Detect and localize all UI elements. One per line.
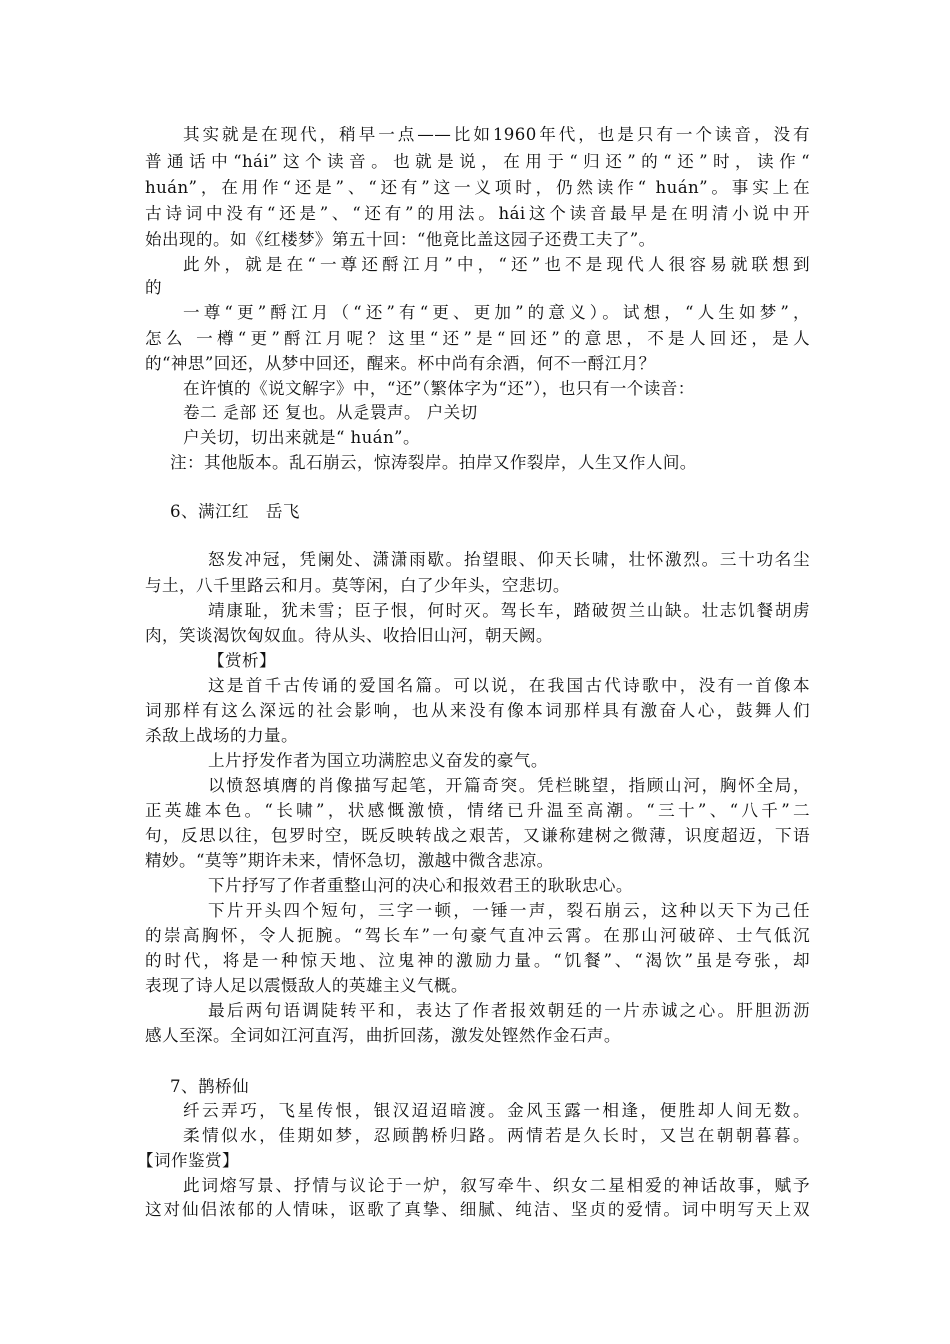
paragraph-line: 的“神思”回还，从梦中回还，醒来。杯中尚有余酒，何不一酹江月？ [145, 354, 656, 373]
paragraph-line: 其实就是在现代，稍早一点——比如1960年代，也是只有一个读音，没有 [183, 125, 810, 144]
section-title: 6、满江红 岳飞 [170, 502, 300, 521]
section-title: 7、鹊桥仙 [170, 1077, 249, 1096]
paragraph-line: 精妙。“莫等”期许未来，情怀急切，激越中微含悲凉。 [145, 851, 554, 870]
poem-line: 柔情似水，佳期如梦，忍顾鹊桥归路。两情若是久长时，又岂在朝朝暮暮。 [183, 1126, 810, 1145]
paragraph-line: 感人至深。全词如江河直泻，曲折回荡，激发处铿然作金石声。 [145, 1026, 621, 1045]
paragraph-line: 句，反思以往，包罗时空，既反映转战之艰苦，又谦称建树之微薄，识度超迈，下语 [145, 826, 810, 845]
paragraph-line: 此词熔写景、抒情与议论于一炉，叙写牵牛、织女二星相爱的神话故事，赋予 [183, 1176, 810, 1195]
paragraph-line: 这是首千古传诵的爱国名篇。可以说，在我国古代诗歌中，没有一首像本 [208, 676, 810, 695]
paragraph-line: 以愤怒填膺的肖像描写起笔，开篇奇突。凭栏眺望，指顾山河，胸怀全局， [208, 776, 810, 795]
paragraph-line: 表现了诗人足以震慑敌人的英雄主义气概。 [145, 976, 468, 995]
paragraph-line: 一尊“更”酹江月（“还”有“更、更加”的意义）。试想，“人生如梦”， [183, 303, 810, 322]
poem-line: 纤云弄巧，飞星传恨，银汉迢迢暗渡。金风玉露一相逢，便胜却人间无数。 [183, 1101, 810, 1120]
paragraph-line: 这对仙侣浓郁的人情味，讴歌了真挚、细腻、纯洁、坚贞的爱情。词中明写天上双 [145, 1200, 810, 1219]
paragraph-line: 户关切，切出来就是“ huán”。 [183, 428, 420, 447]
appreciation-heading: 【词作鉴赏】 [137, 1151, 239, 1170]
note-line: 注：其他版本。乱石崩云，惊涛裂岸。拍岸又作裂岸，人生又作人间。 [170, 453, 697, 472]
paragraph-line: 下片开头四个短句，三字一顿，一锤一声，裂石崩云，这种以天下为己任 [208, 901, 810, 920]
paragraph-line: 始出现的。如《红楼梦》第五十回：“他竟比盖这园子还费工夫了”。 [145, 230, 656, 249]
poem-line: 怒发冲冠，凭阑处、潇潇雨歇。抬望眼、仰天长啸，壮怀激烈。三十功名尘 [208, 550, 810, 569]
paragraph-line: 古诗词中没有“还是”、“还有”的用法。hái这个读音最早是在明清小说中开 [145, 204, 810, 223]
paragraph-line: 此外，就是在“一尊还酹江月”中，“还”也不是现代人很容易就联想到 [183, 255, 810, 274]
poem-line: 肉，笑谈渴饮匈奴血。待从头、收拾旧山河，朝天阙。 [145, 626, 553, 645]
paragraph-line: 杀敌上战场的力量。 [145, 726, 298, 745]
paragraph-line: 卷二 辵部 还 复也。从辵睘声。 户关切 [183, 403, 478, 422]
poem-line: 与土，八千里路云和月。莫等闲，白了少年头，空悲切。 [145, 576, 570, 595]
paragraph-line: huán”，在用作“还是”、“还有”这一义项时，仍然读作“ huán”。事实上在 [145, 178, 810, 197]
paragraph-line: 正英雄本色。“长啸”，状感慨激愤，情绪已升温至高潮。“三十”、“八千”二 [145, 801, 810, 820]
paragraph-line: 最后两句语调陡转平和，表达了作者报效朝廷的一片赤诚之心。肝胆沥沥 [208, 1001, 810, 1020]
analysis-heading: 【赏析】 [208, 651, 276, 670]
paragraph-line: 普通话中“hái”这个读音。也就是说，在用于“归还”的“还”时，读作“ [145, 152, 810, 171]
paragraph-line: 下片抒写了作者重整山河的决心和报效君王的耿耿忠心。 [208, 876, 633, 895]
paragraph-line: 词那样有这么深远的社会影响，也从来没有像本词那样具有激奋人心，鼓舞人们 [145, 701, 810, 720]
paragraph-line: 的 [145, 278, 162, 297]
paragraph-line: 的时代，将是一种惊天地、泣鬼神的激励力量。“饥餐”、“渴饮”虽是夸张，却 [145, 951, 810, 970]
paragraph-line: 在许慎的《说文解字》中，“还”（繁体字为“还”），也只有一个读音： [183, 379, 695, 398]
paragraph-line: 怎么 一樽“更”酹江月呢？这里“还”是“回还”的意思，不是人回还，是人 [145, 329, 810, 348]
paragraph-line: 上片抒发作者为国立功满腔忠义奋发的豪气。 [208, 751, 548, 770]
paragraph-line: 的崇高胸怀，令人扼腕。“驾长车”一句豪气直冲云霄。在那山河破碎、士气低沉 [145, 926, 810, 945]
poem-line: 靖康耻，犹未雪；臣子恨，何时灭。驾长车，踏破贺兰山缺。壮志饥餐胡虏 [208, 601, 810, 620]
